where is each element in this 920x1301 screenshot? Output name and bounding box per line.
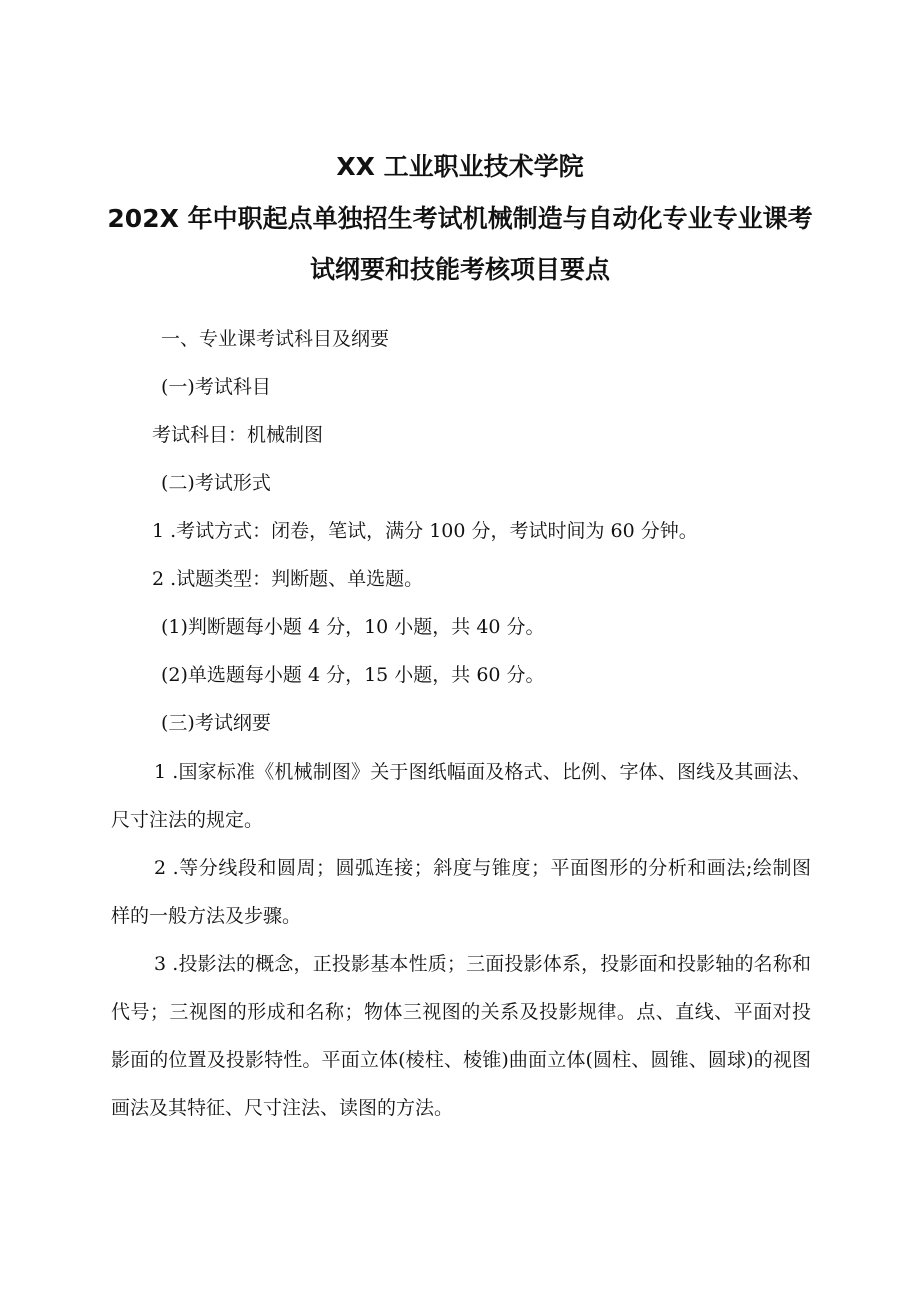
title-exam-name-continued: 试纲要和技能考核项目要点 bbox=[309, 255, 610, 284]
outline-item-1: 1 .国家标准《机械制图》关于图纸幅面及格式、比例、字体、图线及其画法、尺寸注法的规定。 bbox=[111, 761, 811, 831]
subsection-heading-exam-form: (二)考试形式 bbox=[161, 472, 271, 494]
outline-item-2: 2 .等分线段和圆周；圆弧连接；斜度与锥度；平面图形的分析和画法;绘制图样的一般方法及步骤。 bbox=[111, 857, 811, 927]
exam-subject-line: 考试科目：机械制图 bbox=[152, 424, 324, 446]
title-school-name: XX 工业职业技术学院 bbox=[336, 152, 584, 181]
question-type-single-choice: (2)单选题每小题 4 分，15 小题，共 60 分。 bbox=[161, 664, 545, 686]
title-exam-name: 202X 年中职起点单独招生考试机械制造与自动化专业专业课考 bbox=[107, 204, 813, 233]
exam-form-item-question-types: 2 .试题类型：判断题、单选题。 bbox=[152, 568, 424, 590]
subsection-heading-exam-subject: (一)考试科目 bbox=[161, 376, 271, 398]
exam-form-item-method: 1 .考试方式：闭卷，笔试，满分 100 分，考试时间为 60 分钟。 bbox=[152, 520, 698, 542]
subsection-heading-exam-outline: (三)考试纲要 bbox=[161, 712, 271, 734]
question-type-true-false: (1)判断题每小题 4 分，10 小题，共 40 分。 bbox=[161, 616, 545, 638]
outline-item-3: 3 .投影法的概念，正投影基本性质；三面投影体系，投影面和投影轴的名称和代号；三视图的形成和名称；物体三视图的关系及投影规律。点、直线、平面对投影面的位置及投影特性。平面立体(棱柱、棱锥)曲面立体(圆柱、圆锥、圆球)的视图画法及其特征、尺寸注法、读图的方法。 bbox=[111, 953, 811, 1119]
section-heading-1: 一、专业课考试科目及纲要 bbox=[161, 328, 390, 350]
